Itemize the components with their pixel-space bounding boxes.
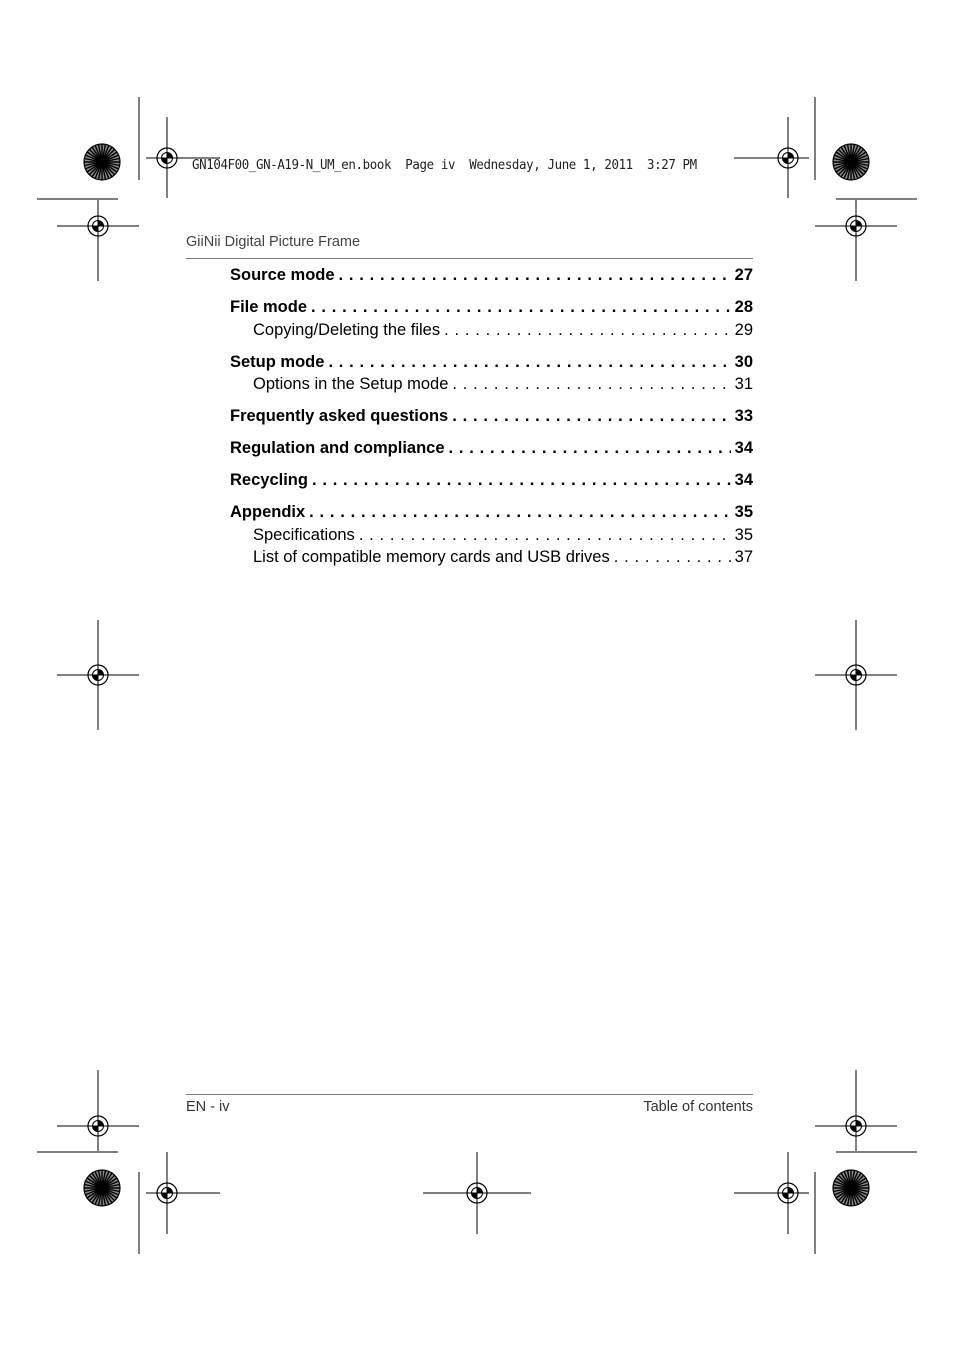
toc-entry-title: Options in the Setup mode [253,375,449,393]
star-target-icon [84,1170,120,1206]
toc-entry-page: 34 [734,439,753,457]
registration-mark-icon [835,205,877,247]
toc-entry-setup-mode[interactable] [230,351,753,374]
toc-entry-appendix[interactable] [230,501,753,524]
toc-entry-title: Frequently asked questions [230,407,449,425]
star-target-icon [833,144,869,180]
registration-mark-icon [77,205,119,247]
registration-mark-icon [835,1105,877,1147]
registration-mark-icon [146,1172,188,1214]
dot-leader [444,319,731,342]
toc-entry-page: 34 [734,471,753,489]
toc-entry-page: 31 [734,375,753,393]
toc-entry-page: 29 [734,320,753,339]
footer-rule [186,1094,753,1095]
toc-entry-page: 35 [734,525,753,544]
toc-entry-page: 37 [734,548,753,566]
registration-mark-icon [767,1172,809,1214]
toc-entry-compatible-cards[interactable] [230,546,753,569]
toc-entry-title: Regulation and compliance [230,439,445,457]
dot-leader [452,373,730,396]
toc-entry-specifications[interactable] [230,524,753,547]
toc-entry-title: Copying/Deleting the files [253,320,441,339]
toc-entry-source-mode[interactable] [230,264,753,287]
registration-mark-icon [146,137,188,179]
registration-mark-icon [456,1172,498,1214]
toc-entry-title: Source mode [230,266,335,284]
section-title: Table of contents [643,1099,753,1115]
toc-entry-title: Specifications [253,525,355,544]
toc-entry-setup-options[interactable] [230,373,753,396]
dot-leader [311,296,731,319]
dot-leader [339,264,731,287]
table-of-contents [230,264,753,569]
star-target-icon [833,1170,869,1206]
toc-entry-file-mode[interactable] [230,296,753,319]
toc-entry-faq[interactable] [230,405,753,428]
toc-entry-recycling[interactable] [230,469,753,492]
toc-entry-title: Appendix [230,503,306,521]
dot-leader [328,351,730,374]
toc-entry-copying-deleting[interactable] [230,319,753,342]
toc-entry-title: File mode [230,298,308,316]
toc-entry-page: 35 [734,503,753,521]
dot-leader [452,405,730,428]
running-head: GiiNii Digital Picture Frame [186,234,361,250]
registration-mark-icon [77,654,119,696]
toc-entry-page: 28 [734,298,753,316]
star-target-icon [84,144,120,180]
registration-mark-icon [77,1105,119,1147]
page-number: EN - iv [186,1099,230,1115]
toc-entry-title: Setup mode [230,352,325,371]
toc-entry-page: 27 [734,266,753,284]
toc-entry-page: 30 [734,352,753,371]
dot-leader [614,546,731,569]
dot-leader [449,437,731,460]
toc-entry-page: 33 [734,407,753,425]
dot-leader [312,469,731,492]
dot-leader [359,524,731,547]
dot-leader [309,501,730,524]
registration-mark-icon [767,137,809,179]
print-slug: GN104F00_GN-A19-N_UM_en.book Page iv Wednesday, June 1, 2011 3:27 PM [192,157,697,173]
toc-entry-title: List of compatible memory cards and USB drives [253,548,610,566]
registration-mark-icon [835,654,877,696]
toc-entry-regulation[interactable] [230,437,753,460]
header-rule [186,258,753,259]
toc-entry-title: Recycling [230,471,308,489]
